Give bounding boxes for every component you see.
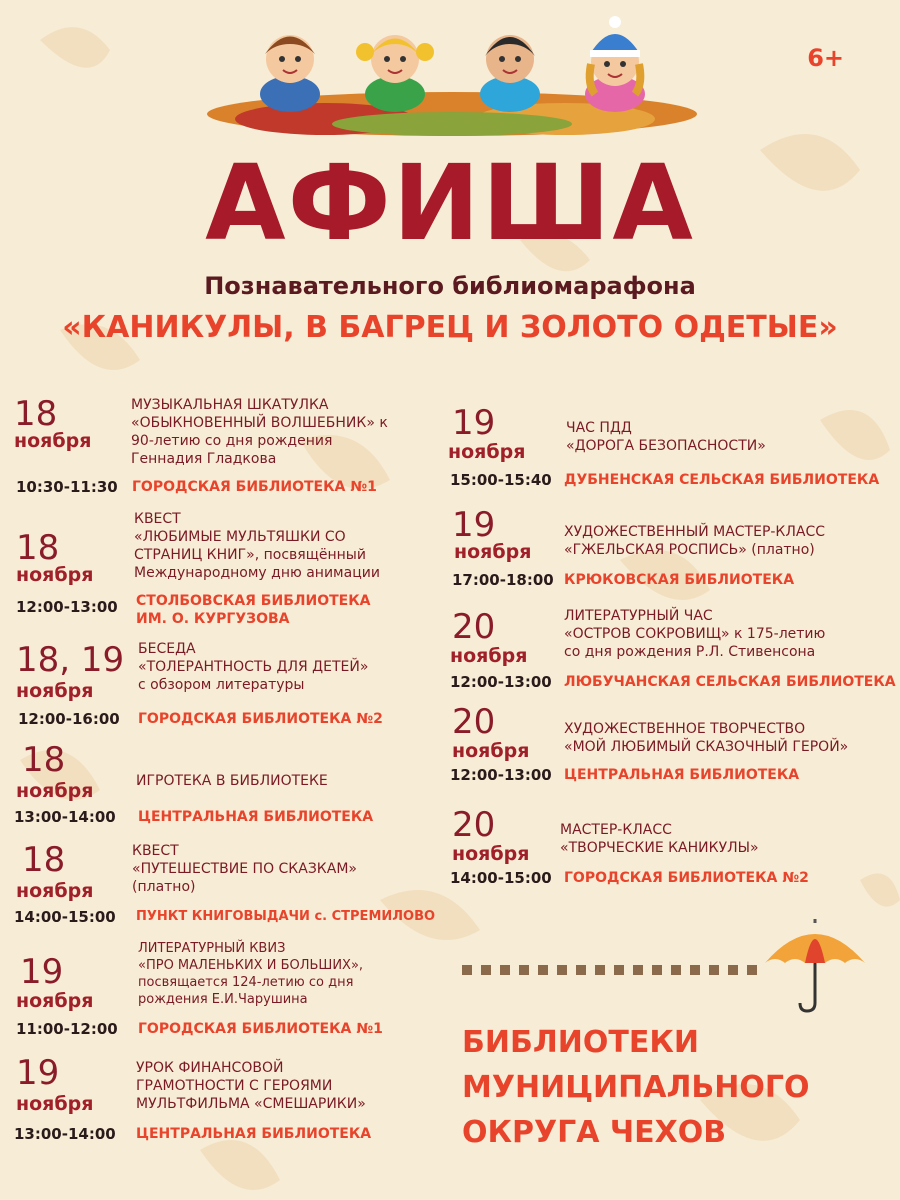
- event-day: 18, 19: [16, 640, 125, 680]
- event-item: [14, 740, 434, 830]
- event-day: 18: [22, 740, 66, 780]
- event-month: ноября: [16, 564, 94, 586]
- event-day: 20: [452, 805, 496, 845]
- page-subtitle: Познавательного библиомарафона: [204, 272, 696, 300]
- event-time: 17:00-18:00: [452, 571, 554, 589]
- event-time: 15:00-15:40: [450, 471, 552, 489]
- event-item: [14, 840, 444, 930]
- event-time: 12:00-16:00: [18, 710, 120, 728]
- event-description: КВЕСТ «ПУТЕШЕСТВИЕ ПО СКАЗКАМ» (платно): [132, 843, 357, 895]
- event-day: 19: [16, 1053, 60, 1093]
- event-description: ЧАС ПДД «ДОРОГА БЕЗОПАСНОСТИ»: [566, 420, 766, 454]
- event-month: ноября: [452, 843, 530, 865]
- event-item: [14, 510, 434, 630]
- event-description: МУЗЫКАЛЬНАЯ ШКАТУЛКА «ОБЫКНОВЕННЫЙ ВОЛШЕБНИК» к 90-летию со дня рождения Геннадия Гладкова: [131, 397, 388, 467]
- event-day: 18: [16, 528, 60, 568]
- event-item: [448, 405, 898, 495]
- event-time: 10:30-11:30: [16, 478, 118, 496]
- event-month: ноября: [16, 880, 94, 902]
- event-time: 12:00-13:00: [450, 766, 552, 784]
- event-description: ИГРОТЕКА В БИБЛИОТЕКЕ: [136, 773, 328, 789]
- event-description: ЛИТЕРАТУРНЫЙ ЧАС «ОСТРОВ СОКРОВИЩ» к 175-летию со дня рождения Р.Л. Стивенсона: [564, 608, 826, 660]
- footer-line: МУНИЦИПАЛЬНОГО: [462, 1070, 810, 1105]
- event-time: 11:00-12:00: [16, 1020, 118, 1038]
- event-description: БЕСЕДА «ТОЛЕРАНТНОСТЬ ДЛЯ ДЕТЕЙ» с обзором литературы: [138, 641, 369, 693]
- event-day: 18: [22, 840, 66, 880]
- event-month: ноября: [16, 1093, 94, 1115]
- marathon-name: «КАНИКУЛЫ, В БАГРЕЦ И ЗОЛОТО ОДЕТЫЕ»: [62, 310, 838, 345]
- event-place: ГОРОДСКАЯ БИБЛИОТЕКА №1: [132, 479, 377, 495]
- event-month: ноября: [448, 441, 526, 463]
- dotted-divider: [462, 965, 762, 975]
- event-item: [14, 640, 434, 735]
- footer-organizer: [462, 1020, 892, 1155]
- event-item: [448, 805, 898, 895]
- event-day: 20: [452, 607, 496, 647]
- event-description: ЛИТЕРАТУРНЫЙ КВИЗ «ПРО МАЛЕНЬКИХ И БОЛЬШИХ», посвящается 124-летию со дня рождения Е.И.Чарушина: [138, 941, 364, 1007]
- event-place: ГОРОДСКАЯ БИБЛИОТЕКА №1: [138, 1021, 383, 1037]
- event-description: ХУДОЖЕСТВЕННОЕ ТВОРЧЕСТВО «МОЙ ЛЮБИМЫЙ СКАЗОЧНЫЙ ГЕРОЙ»: [564, 721, 849, 755]
- event-item: [448, 605, 898, 700]
- event-month: ноября: [16, 680, 94, 702]
- event-month: ноября: [454, 541, 532, 563]
- event-day: 19: [452, 505, 496, 545]
- event-time: 14:00-15:00: [14, 908, 116, 926]
- event-day: 19: [20, 952, 64, 992]
- event-place: ГОРОДСКАЯ БИБЛИОТЕКА №2: [564, 870, 809, 886]
- event-place: ЦЕНТРАЛЬНАЯ БИБЛИОТЕКА: [136, 1126, 372, 1142]
- umbrella-icon: [760, 915, 870, 1015]
- age-rating: 6+: [807, 44, 844, 72]
- event-place: ЦЕНТРАЛЬНАЯ БИБЛИОТЕКА: [564, 767, 800, 783]
- event-time: 14:00-15:00: [450, 869, 552, 887]
- event-item: [14, 396, 434, 506]
- children-illustration: [205, 14, 700, 142]
- event-time: 13:00-14:00: [14, 1125, 116, 1143]
- event-month: ноября: [14, 430, 92, 452]
- event-place: ДУБНЕНСКАЯ СЕЛЬСКАЯ БИБЛИОТЕКА: [564, 472, 880, 488]
- event-description: ХУДОЖЕСТВЕННЫЙ МАСТЕР-КЛАСС «ГЖЕЛЬСКАЯ РОСПИСЬ» (платно): [564, 524, 826, 558]
- event-description: УРОК ФИНАНСОВОЙ ГРАМОТНОСТИ С ГЕРОЯМИ МУЛЬТФИЛЬМА «СМЕШАРИКИ»: [136, 1060, 366, 1112]
- event-place: ЛЮБУЧАНСКАЯ СЕЛЬСКАЯ БИБЛИОТЕКА: [564, 674, 896, 690]
- event-day: 20: [452, 702, 496, 742]
- event-day: 19: [452, 403, 496, 443]
- event-month: ноября: [450, 645, 528, 667]
- footer-line: ОКРУГА ЧЕХОВ: [462, 1115, 727, 1150]
- event-description: МАСТЕР-КЛАСС «ТВОРЧЕСКИЕ КАНИКУЛЫ»: [560, 822, 759, 856]
- page-title: АФИША: [205, 142, 695, 264]
- event-place: ГОРОДСКАЯ БИБЛИОТЕКА №2: [138, 711, 383, 727]
- event-item: [448, 505, 898, 595]
- event-month: ноября: [16, 990, 94, 1012]
- event-time: 12:00-13:00: [16, 598, 118, 616]
- event-time: 13:00-14:00: [14, 808, 116, 826]
- event-description: КВЕСТ «ЛЮБИМЫЕ МУЛЬТЯШКИ СО СТРАНИЦ КНИГ», посвящённый Международному дню анимации: [134, 511, 380, 581]
- event-day: 18: [14, 394, 58, 434]
- event-place: СТОЛБОВСКАЯ БИБЛИОТЕКА ИМ. О. КУРГУЗОВА: [136, 593, 371, 627]
- event-place: КРЮКОВСКАЯ БИБЛИОТЕКА: [564, 572, 795, 588]
- event-item: [448, 700, 898, 790]
- footer-line: БИБЛИОТЕКИ: [462, 1025, 699, 1060]
- event-place: ПУНКТ КНИГОВЫДАЧИ с. СТРЕМИЛОВО: [136, 909, 436, 924]
- event-place: ЦЕНТРАЛЬНАЯ БИБЛИОТЕКА: [138, 809, 374, 825]
- event-item: [14, 940, 434, 1040]
- event-time: 12:00-13:00: [450, 673, 552, 691]
- event-item: [14, 1055, 434, 1155]
- event-month: ноября: [452, 740, 530, 762]
- event-month: ноября: [16, 780, 94, 802]
